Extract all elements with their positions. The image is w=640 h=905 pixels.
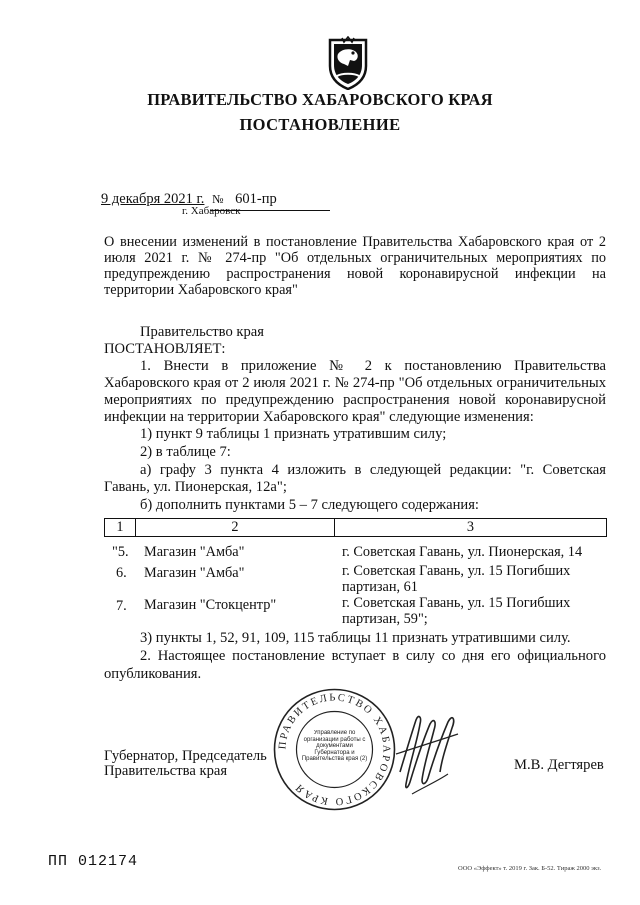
subitem-1: 1) пункт 9 таблицы 1 признать утратившим силу; — [140, 426, 447, 442]
document-number: 601-пр — [235, 191, 277, 207]
row-address: г. Советская Гавань, ул. 15 Погибших партизан, 59"; — [342, 595, 571, 627]
stamp-ring-text: ПРАВИТЕЛЬСТВО ХАБАРОВСКОГО КРАЯ — [277, 692, 392, 807]
row-address: г. Советская Гавань, ул. 15 Погибших партизан, 61 — [342, 563, 571, 595]
subitem-2: 2) в таблице 7: — [140, 444, 231, 460]
signer-position-line1: Губернатор, Председатель — [104, 748, 267, 764]
signer-name: М.В. Дегтярев — [514, 757, 604, 773]
row-number: 7. — [116, 598, 127, 614]
official-stamp — [272, 687, 397, 812]
printer-note: ООО «Эффект» т. 2019 г. Зак. Б-52. Тираж 2000 экз. — [458, 865, 602, 872]
item2-first-line: 2. Настоящее постановление вступает в силу со дня его официального — [140, 648, 606, 664]
stamp-center-text: Управление по организации работы с документами Губернатора и Правительства края (2) — [301, 730, 368, 763]
subitem-2a-line1: а) графу 3 пункта 4 изложить в следующей редакции: "г. Советская — [140, 462, 606, 478]
table-header-cell: 3 — [335, 519, 607, 537]
intro-resolves: ПОСТАНОВЛЯЕТ: — [104, 341, 226, 357]
organization-title: ПРАВИТЕЛЬСТВО ХАБАРОВСКОГО КРАЯ — [147, 90, 493, 109]
row-name: Магазин "Стокцентр" — [144, 597, 277, 613]
item2-second-line: опубликования. — [104, 666, 202, 682]
subitem-2b: б) дополнить пунктами 5 – 7 следующего содержания: — [140, 497, 479, 513]
number-sign: № — [212, 192, 224, 206]
table-header-cell: 2 — [136, 519, 335, 537]
row-address: г. Советская Гавань, ул. Пионерская, 14 — [342, 544, 583, 560]
handwritten-signature — [392, 702, 462, 802]
row-name: Магазин "Амба" — [144, 544, 245, 560]
document-date: 9 декабря 2021 г. — [101, 191, 205, 207]
subitem-3: 3) пункты 1, 52, 91, 109, 115 таблицы 11 признать утратившими силу. — [140, 630, 571, 646]
subitem-2a-line2: Гавань, ул. Пионерская, 12а"; — [104, 479, 287, 495]
item1-first-line: 1. Внести в приложение № 2 к постановлению Правительства — [140, 358, 606, 374]
row-number: 6. — [116, 565, 127, 581]
row-number: "5. — [112, 544, 129, 560]
form-serial-number: ПП 012174 — [48, 853, 139, 870]
document-subject: О внесении изменений в постановление Правительства Хабаровского края от 2 июля 2021 г. № 274-пр "Об отдельных ограничительных мероприятиях по предупреждению распространения новой коронавирусной инфекции на территории Хабаровского края" — [104, 234, 606, 298]
signer-position-line2: Правительства края — [104, 763, 228, 779]
item1-text: Хабаровского края от 2 июля 2021 г. № 274-пр "Об отдельных ограничительных мероприятиях по предупреждению распространения новой коронавирусной инфекции на территории Хабаровского края" следующие изменения: — [104, 375, 606, 425]
table-header-cell: 1 — [105, 519, 136, 537]
intro-government: Правительство края — [140, 324, 264, 340]
table-header — [104, 518, 607, 537]
document-type: ПОСТАНОВЛЕНИЕ — [239, 115, 401, 134]
document-city: г. Хабаровск — [182, 205, 241, 217]
coat-of-arms-icon — [324, 36, 372, 90]
row-name: Магазин "Амба" — [144, 565, 245, 581]
